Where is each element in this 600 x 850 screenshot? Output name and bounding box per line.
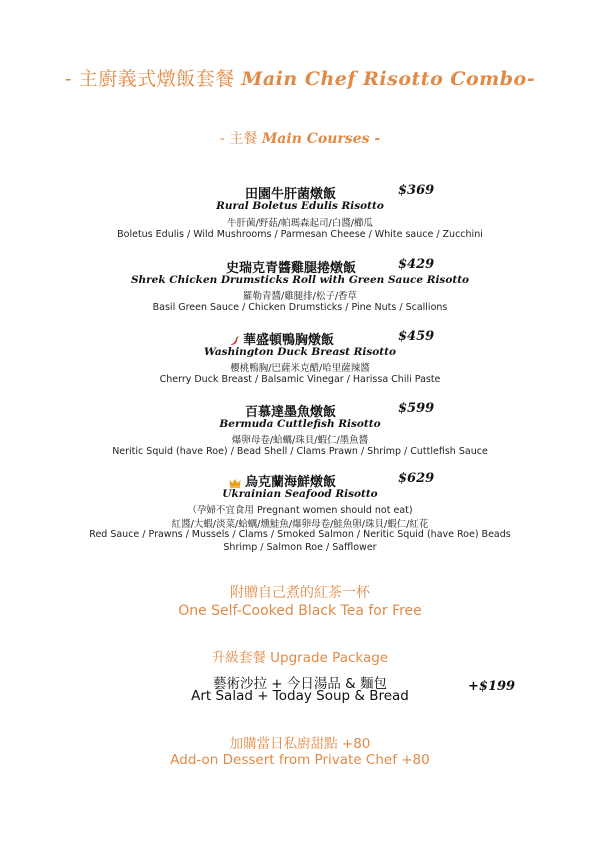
crown-icon — [229, 478, 241, 488]
item-note: （孕婦不宜食用 Pregnant women should not eat) — [187, 505, 413, 516]
item-name-en: Bermuda Cuttlefish Risotto — [219, 418, 381, 430]
item-name-zh: 田園牛肝菌燉飯 — [245, 187, 337, 202]
free-tea-en: One Self-Cooked Black Tea for Free — [178, 603, 422, 619]
item-name-en: Shrek Chicken Drumsticks Roll with Green Sauce Risotto — [130, 274, 470, 286]
chili-pepper-icon — [229, 336, 239, 346]
item-ingredients-zh: 羅勒青醬/雞腿排/松子/香草 — [242, 291, 358, 302]
item-ingredients-en: Cherry Duck Breast / Balsamic Vinegar / Harissa Chili Paste — [159, 374, 441, 385]
section-title-en: Main Courses - — [261, 131, 381, 147]
menu-title — [0, 64, 600, 91]
free-tea-zh: 附贈自己煮的紅茶一杯 — [230, 585, 370, 601]
upgrade-line-en: Art Salad + Today Soup & Bread — [191, 688, 409, 704]
item-price: $599 — [398, 401, 435, 416]
item-price: $459 — [398, 329, 435, 344]
item-ingredients-en: Basil Green Sauce / Chicken Drumsticks / Pine Nuts / Scallions — [152, 302, 448, 313]
item-ingredients-zh: 櫻桃鴨胸/巴薩米克醋/哈里薩辣醬 — [230, 363, 370, 374]
item-price: $429 — [398, 257, 435, 272]
item-name-zh-text: 華盛頓鴨胸燉飯 — [243, 333, 335, 348]
upgrade-title: 升級套餐 Upgrade Package — [211, 650, 389, 666]
item-price: $369 — [398, 183, 435, 198]
item-ingredients-en-cont: Shrimp / Salmon Roe / Safflower — [223, 542, 377, 553]
addon-dessert-zh: 加購當日私廚甜點 +80 — [229, 736, 371, 752]
item-name-zh: 百慕達墨魚燉飯 — [245, 405, 337, 420]
menu-title-zh: - 主廚義式燉飯套餐 — [64, 68, 235, 90]
item-ingredients-zh: 牛肝菌/野菇/帕瑪森起司/白醬/櫛瓜 — [227, 218, 373, 229]
menu-title-en: Main Chef Risotto Combo- — [241, 68, 536, 90]
item-price: $629 — [398, 471, 435, 486]
item-ingredients-en: Boletus Edulis / Wild Mushrooms / Parmesan Cheese / White sauce / Zucchini — [117, 229, 483, 240]
item-ingredients-zh: 紅醬/大蝦/淡菜/蛤蠣/燻鮭魚/爆卵母卷/鮭魚卵/珠貝/蝦仁/紅花 — [171, 519, 429, 530]
upgrade-line-zh: 藝術沙拉 + 今日湯品 & 麵包 — [212, 676, 387, 692]
item-ingredients-en: Neritic Squid (have Roe) / Bead Shell / Clams Prawn / Shrimp / Cuttlefish Sauce — [112, 446, 488, 457]
section-title — [0, 128, 600, 148]
item-name-zh-text: 烏克蘭海鮮燉飯 — [245, 475, 337, 490]
item-name-en: Ukrainian Seafood Risotto — [222, 488, 378, 500]
item-name-en: Washington Duck Breast Risotto — [203, 346, 397, 358]
item-name-zh: 史瑞克青醬雞腿捲燉飯 — [226, 261, 357, 276]
section-title-zh: - 主餐 — [219, 131, 258, 147]
item-ingredients-zh: 爆卵母卷/蛤蠣/珠貝/蝦仁/墨魚醬 — [231, 435, 369, 446]
item-name-en: Rural Boletus Edulis Risotto — [216, 200, 384, 212]
addon-dessert-en: Add-on Dessert from Private Chef +80 — [170, 752, 430, 768]
upgrade-price: +$199 — [468, 679, 516, 694]
item-ingredients-en: Red Sauce / Prawns / Mussels / Clams / Smoked Salmon / Neritic Squid (have Roe) Beads — [89, 529, 511, 540]
